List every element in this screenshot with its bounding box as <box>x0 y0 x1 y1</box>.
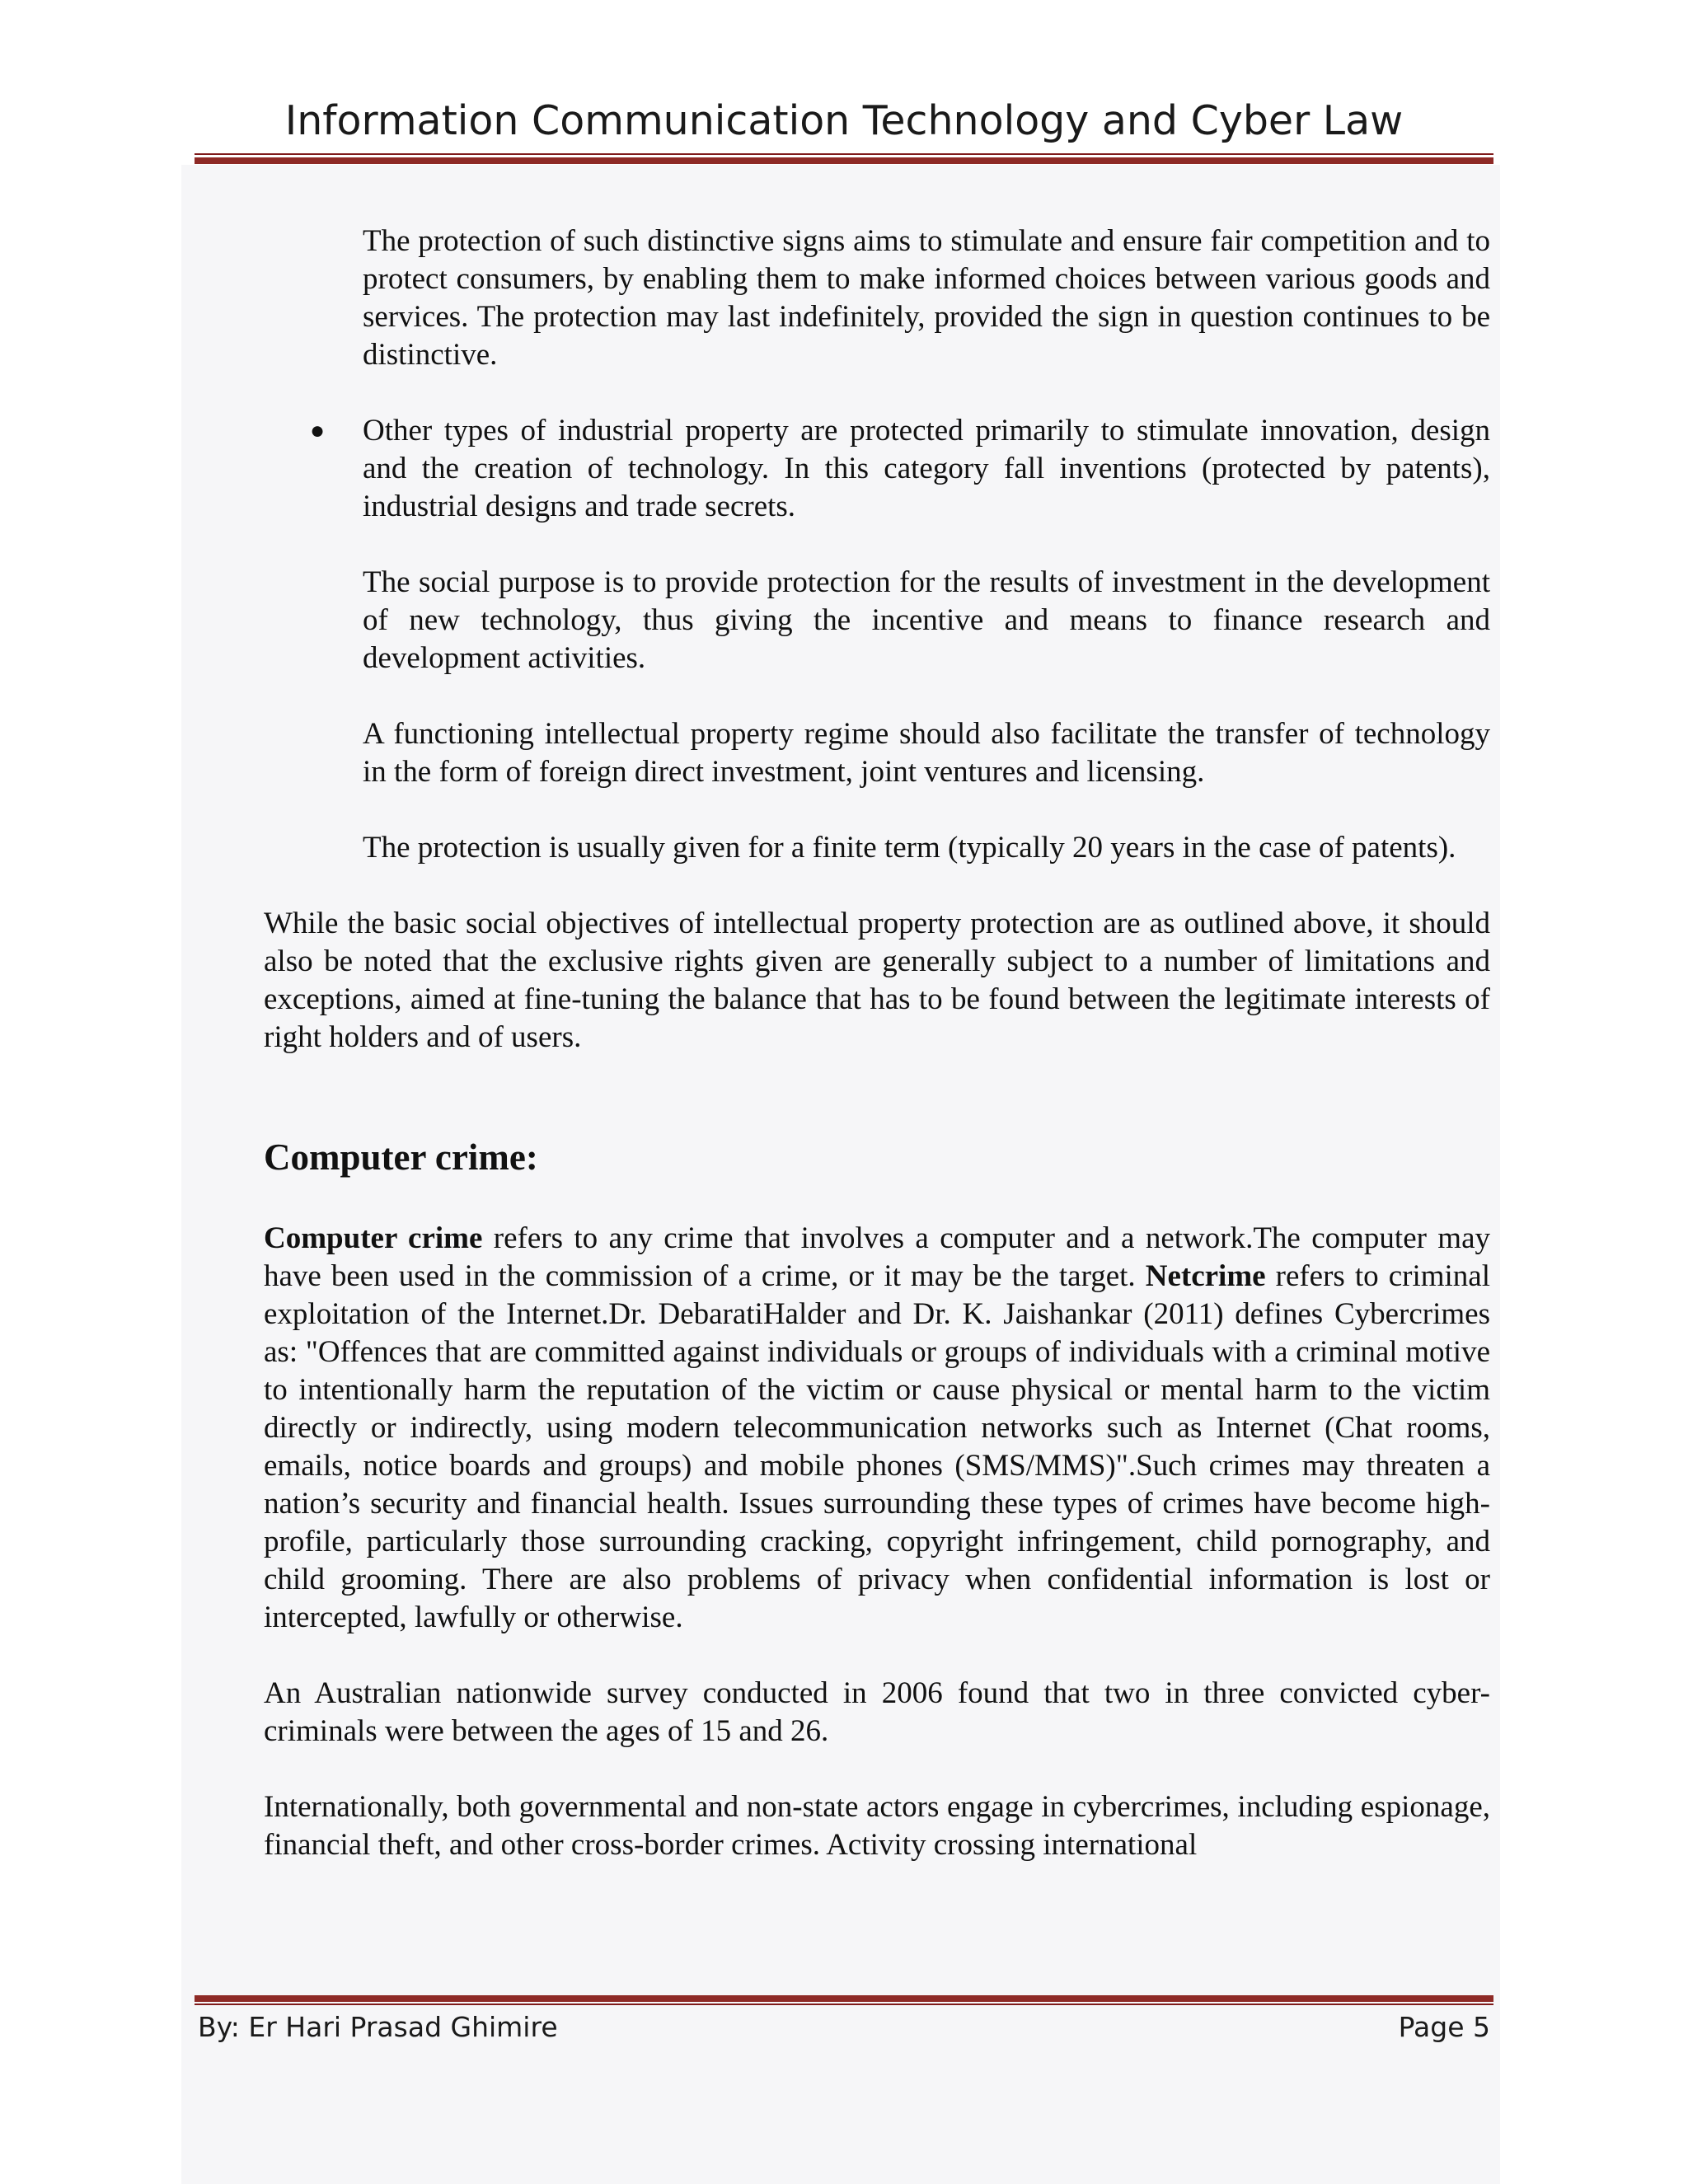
bullet-list-item <box>264 412 1490 526</box>
page-content <box>264 223 1490 1864</box>
footer-author: By: Er Hari Prasad Ghimire <box>198 2011 558 2043</box>
term-netcrime: Netcrime <box>1145 1259 1266 1293</box>
indented-paragraph: The social purpose is to provide protection for the results of investment in the development of new technology, thus giving the incentive and means to finance research and development activities. <box>363 565 1490 675</box>
header-rule-thick <box>195 157 1493 164</box>
page-header-title: Information Communication Technology and Cyber Law <box>284 97 1404 144</box>
section-heading: Computer crime: <box>264 1137 538 1178</box>
body-paragraph: Internationally, both governmental and non-state actors engage in cybercrimes, including espionage, financial theft, and other cross-border crimes. Activity crossing international <box>264 1790 1490 1862</box>
bullet-icon: ● <box>310 417 326 444</box>
body-paragraph: While the basic social objectives of intellectual property protection are as outlined above, it should also be noted that the exclusive rights given are generally subject to a number of limitations and exceptions, aimed at fine-tuning the balance that has to be found between the legitimate interests of right holders and of users. <box>264 907 1490 1054</box>
indented-paragraph: The protection is usually given for a finite term (typically 20 years in the case of patents). <box>363 831 1456 865</box>
indented-paragraph: A functioning intellectual property regime should also facilitate the transfer of technology in the form of foreign direct investment, joint ventures and licensing. <box>363 717 1490 789</box>
body-text: refers to any crime that involves a computer and a network.The computer may have been used in the commission of a crime, or it may be the target. <box>264 1221 1491 1293</box>
indented-paragraph: The protection of such distinctive signs aims to stimulate and ensure fair competition and to protect consumers, by enabling them to make informed choices between various goods and services. The protection may last indefinitely, provided the sign in question continues to be distinctive. <box>363 224 1490 372</box>
body-text: refers to criminal exploitation of the Internet.Dr. DebaratiHalder and Dr. K. Jaishankar (2011) defines Cybercrimes as: "Offences that are committed against individuals or groups of individuals with a criminal motive to intentionally harm the reputation of the victim or cause physical or mental harm to the victim directly or indirectly, using modern telecommunication networks such as Internet (Chat rooms, emails, notice boards and groups) and mobile phones (SMS/MMS)".Such crimes may threaten a nation’s security and financial health. Issues surrounding these types of crimes have become high-profile, particularly those surrounding cracking, copyright infringement, child pornography, and child grooming. There are also problems of privacy when confidential information is lost or intercepted, lawfully or otherwise. <box>264 1259 1490 1634</box>
footer-page-number: Page 5 <box>1398 2011 1490 2043</box>
footer-rule-thin <box>195 2004 1493 2005</box>
body-paragraph <box>264 1220 1490 1637</box>
term-computer-crime: Computer crime <box>264 1221 483 1255</box>
bullet-paragraph: Other types of industrial property are protected primarily to stimulate innovation, design and the creation of technology. In this category fall inventions (protected by patents), industrial designs and trade secrets. <box>363 414 1490 523</box>
body-paragraph: An Australian nationwide survey conducted in 2006 found that two in three convicted cyber-criminals were between the ages of 15 and 26. <box>264 1676 1490 1748</box>
footer-rule-thick <box>195 1995 1493 2002</box>
header-rule-thin <box>195 153 1493 155</box>
